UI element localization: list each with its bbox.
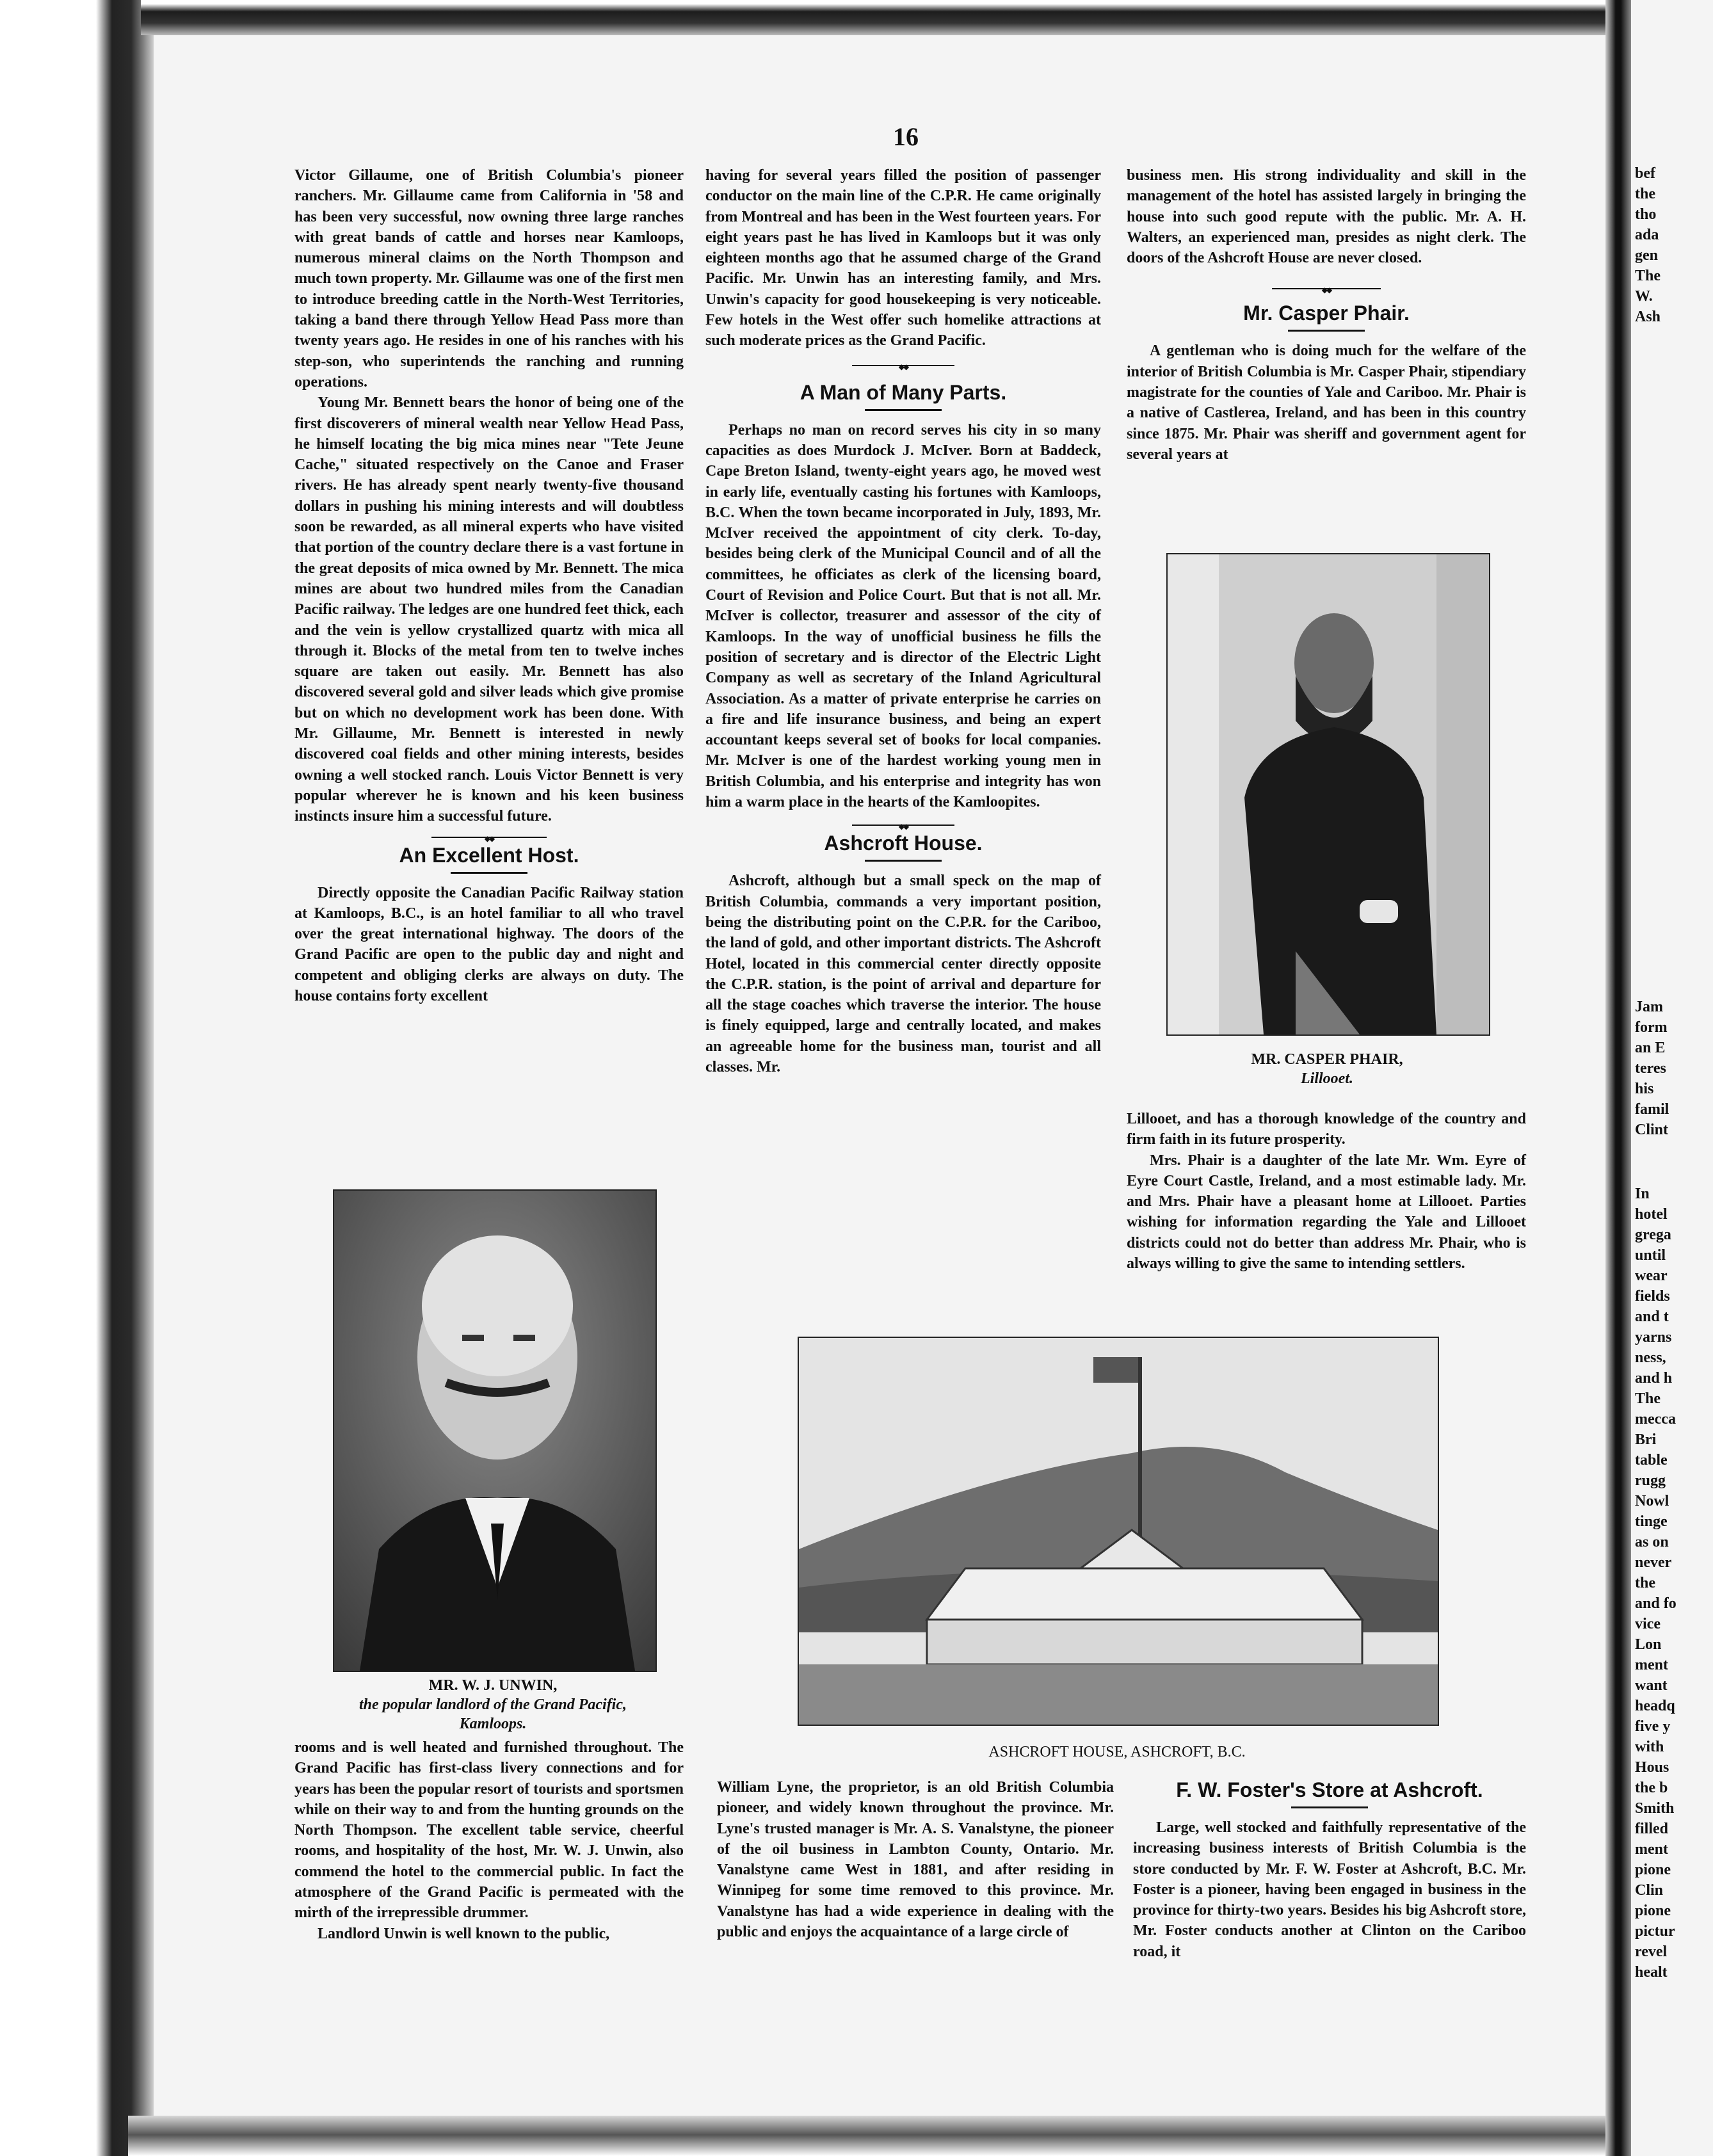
next-page-edge — [1631, 0, 1713, 2156]
next-page-fragment: ment — [1635, 1841, 1668, 1858]
next-page-fragment: wear — [1635, 1267, 1668, 1284]
section-divider — [852, 364, 954, 367]
col2-paragraph-3: Ashcroft, although but a small speck on the map of British Columbia, commands a very important position, being the distributing point on the C.P.R. for the Cariboo, the land of gold, and other important districts. The Ashcroft Hotel, located in this commercial center directly opposite the C.P.R. station, is the point of arrival and departure for all the stage coaches which traverse the interior. The house is finely equipped, large and centrally located, and makes an agreeable home for the business man, tourist and all classes. Mr. — [705, 873, 1101, 1075]
column-2-bottom — [717, 1777, 1114, 1942]
next-page-fragment: an E — [1635, 1040, 1666, 1056]
next-page-fragment: the b — [1635, 1780, 1668, 1796]
next-page-fragment: ness, — [1635, 1349, 1666, 1366]
next-page-fragment: teres — [1635, 1060, 1666, 1077]
next-page-fragment: revel — [1635, 1943, 1668, 1960]
col1-paragraph-5: Landlord Unwin is well known to the public, — [318, 1925, 610, 1942]
column-1-top — [294, 165, 684, 1006]
next-page-fragment: Clin — [1635, 1882, 1664, 1899]
column-3-top — [1127, 165, 1526, 465]
heading-underline — [1291, 1806, 1368, 1808]
next-page-fragment: The — [1635, 1390, 1661, 1407]
column-3-middle — [1127, 1109, 1526, 1274]
heading-foster-store: F. W. Foster's Store at Ashcroft. — [1176, 1778, 1483, 1801]
next-page-fragment: Bri — [1635, 1431, 1657, 1448]
next-page-fragment: hotel — [1635, 1206, 1668, 1223]
next-page-fragment: his — [1635, 1081, 1654, 1097]
scan-border-left — [0, 0, 154, 2156]
photo-w-j-unwin — [333, 1189, 657, 1672]
page-gutter — [1605, 0, 1631, 2156]
portrait-phair-illustration — [1168, 554, 1489, 1034]
col2-paragraph-2: Perhaps no man on record serves his city in so many capacities as does Murdock J. McIver. Born at Baddeck, Cape Breton Island, twenty-eight years ago, he moved west in early life, eventually casting his fortunes with Kamloops, B.C. When the town became incorporated in July, 1893, Mr. McIver received the appointment of city clerk. To-day, besides being clerk of the Municipal Council and of all the committees, he officiates as clerk of the licensing board, Court of Revision and Police Court. But that is not all. Mr. McIver is collector, treasurer and assessor of the city of Kamloops. In the way of unofficial business he fills the position of secretary and is director of the Electric Light Company as well as secretary of the Inland Agricultural Association. As a matter of private enterprise he carries on a fire and life insurance business, and being an expert accountant keeps several set of books for local companies. Mr. McIver is one of the hardest working young men in British Columbia, and his enterprise and integrity has won him a warm place in the hearts of the Kamloopites. — [705, 421, 1101, 811]
caption-ashcroft-house: ASHCROFT HOUSE, ASHCROFT, B.C. — [988, 1744, 1246, 1760]
next-page-fragment: pione — [1635, 1862, 1671, 1878]
next-page-fragment: never — [1635, 1554, 1672, 1571]
next-page-fragment: Smith — [1635, 1800, 1675, 1817]
section-divider — [1272, 287, 1381, 290]
section-divider — [431, 836, 547, 839]
column-1-bottom — [294, 1737, 684, 1944]
next-page-fragment: ada — [1635, 227, 1659, 243]
scan-border-top — [141, 0, 1664, 35]
next-page-fragment: Lon — [1635, 1636, 1662, 1653]
next-page-fragment: the — [1635, 186, 1655, 202]
col3-paragraph-3: Lillooet, and has a thorough knowledge of the country and firm faith in its future prosperity. — [1127, 1111, 1526, 1148]
col3-paragraph-4: Mrs. Phair is a daughter of the late Mr. Wm. Eyre of Eyre Court Castle, Ireland, and a most estimable lady. Mr. and Mrs. Phair have a pleasant home at Lillooet. Parties wishing for information regarding the Yale and Lillooet districts could not do better than address Mr. Phair, who is always willing to give the same to intending settlers. — [1127, 1152, 1526, 1273]
scan-border-bottom — [128, 2116, 1664, 2156]
next-page-fragment: gen — [1635, 247, 1658, 264]
portrait-unwin-illustration — [334, 1191, 655, 1671]
caption-phair — [1166, 1050, 1488, 1088]
next-page-fragment: In — [1635, 1186, 1650, 1202]
next-page-fragment: table — [1635, 1452, 1668, 1468]
next-page-fragment: fields — [1635, 1288, 1670, 1305]
next-page-fragment: Hous — [1635, 1759, 1669, 1776]
next-page-fragment: tho — [1635, 206, 1657, 223]
next-page-fragment: until — [1635, 1247, 1666, 1264]
caption-phair-name: MR. CASPER PHAIR, — [1251, 1051, 1403, 1068]
next-page-fragment: headq — [1635, 1698, 1675, 1714]
caption-unwin — [294, 1676, 691, 1734]
column-2 — [705, 165, 1101, 1077]
next-page-fragment: as on — [1635, 1534, 1669, 1550]
col1-paragraph-4: rooms and is well heated and furnished throughout. The Grand Pacific has first-class livery connections and for years has been the popular resort of tourists and sportsmen while on their way to and from the hunting grounds on the North Thompson. The excellent table service, cheerful rooms, and hospitality of the host, Mr. W. J. Unwin, also commend the hotel to the commercial public. In fact the atmosphere of the Grand Pacific is permeated with the mirth of the irrepressible drummer. — [294, 1739, 684, 1922]
next-page-fragment: pione — [1635, 1903, 1671, 1919]
next-page-fragment: with — [1635, 1739, 1664, 1755]
section-divider — [852, 824, 954, 826]
lyne-paragraph: William Lyne, the proprietor, is an old British Columbia pioneer, and widely known throughout the province. Mr. Lyne's trusted manager is Mr. A. S. Vanalstyne, the pioneer of the oil business in Lambton County, Ontario. Mr. Vanalstyne came West in 1881, and after residing in Winnipeg for some time removed to this province. Mr. Vanalstyne has had a wide experience in dealing with the public and enjoys the acquaintance of a large circle of — [717, 1779, 1114, 1941]
next-page-fragment: rugg — [1635, 1472, 1666, 1489]
next-page-fragment: filled — [1635, 1821, 1668, 1837]
next-page-fragment: and fo — [1635, 1595, 1677, 1612]
foster-paragraph: Large, well stocked and faithfully representative of the increasing business interests of British Columbia is the store conducted by Mr. F. W. Foster at Ashcroft, B.C. Mr. Foster is a pioneer, having been engaged in business in the province for thirty-two years. Besides his big Ashcroft store, Mr. Foster conducts another at Clinton on the Cariboo road, it — [1133, 1819, 1526, 1960]
col3-paragraph-1: business men. His strong individuality and skill in the management of the hotel has assisted largely in bringing the house into such good repute with the public. Mr. A. H. Walters, an experienced man, presides as night clerk. The doors of the Ashcroft House are never closed. — [1127, 167, 1526, 267]
next-page-fragment: form — [1635, 1019, 1668, 1036]
next-page-fragment: W. — [1635, 288, 1653, 305]
col1-paragraph-3: Directly opposite the Canadian Pacific Railway station at Kamloops, B.C., is an hotel familiar to all who travel over the great international highway. The doors of the Grand Pacific are open to the public day and night and competent and obliging clerks are always on duty. The house contains forty excellent — [294, 884, 684, 1004]
heading-excellent-host: An Excellent Host. — [399, 843, 579, 867]
ashcroft-house-illustration — [799, 1338, 1438, 1725]
col2-paragraph-1: having for several years filled the position of passenger conductor on the main line of the C.P.R. He came originally from Montreal and has been in the West fourteen years. For eight years past he has lived in Kamloops but it was only eighteen months ago that he assumed charge of the Grand Pacific. Mr. Unwin has an interesting family, and Mrs. Unwin's capacity for good housekeeping is very noticeable. Few hotels in the West offer such homelike attractions at such moderate prices as the Grand Pacific. — [705, 167, 1101, 350]
heading-underline — [451, 872, 527, 874]
next-page-fragment: The — [1635, 268, 1661, 284]
next-page-fragment: Jam — [1635, 999, 1663, 1015]
next-page-fragment: Clint — [1635, 1122, 1669, 1138]
next-page-fragment: the — [1635, 1575, 1655, 1591]
column-3-bottom — [1133, 1777, 1526, 1962]
next-page-fragment: five y — [1635, 1718, 1671, 1735]
heading-ashcroft-house: Ashcroft House. — [824, 832, 983, 855]
caption-phair-location: Lillooet. — [1301, 1070, 1353, 1087]
next-page-fragment: pictur — [1635, 1923, 1675, 1940]
caption-unwin-line2: the popular landlord of the Grand Pacific, — [358, 1696, 627, 1713]
next-page-fragment: healt — [1635, 1964, 1668, 1981]
col1-paragraph-2: Young Mr. Bennett bears the honor of being one of the first discoverers of mineral wealth near Yellow Head Pass, he himself locating the big mica mines near "Tete Jeune Cache," situated respectively on the Canoe and Fraser rivers. He has already spent nearly twenty-five thousand dollars in pushing his mining interests and will doubtless soon be rewarded, as all mineral experts who have visited that portion of the country declare there is a vast fortune in the great deposits of mica owned by Mr. Bennett. The mica mines are about two hundred miles from the Canadian Pacific railway. The ledges are one hundred feet thick, each and the vein is yellow crystallized quartz with mica all through it. Blocks of the metal from ten to twelve inches square are taken out easily. Mr. Bennett has also discovered several gold and silver leads which give promise but on which no development work has been done. With Mr. Gillaume, Mr. Bennett is interested in newly discovered coal fields and other mining interests, besides owning a well stocked ranch. Louis Victor Bennett is very popular wherever he is known and his keen business instincts insure him a successful future. — [294, 394, 684, 825]
heading-man-of-many-parts: A Man of Many Parts. — [800, 380, 1007, 404]
next-page-fragment: mecca — [1635, 1411, 1676, 1428]
photo-ashcroft-house — [798, 1337, 1439, 1726]
next-page-fragment: and h — [1635, 1370, 1673, 1387]
caption-unwin-line3: Kamloops. — [459, 1716, 527, 1732]
next-page-fragment: famil — [1635, 1101, 1669, 1118]
next-page-fragment: ment — [1635, 1657, 1668, 1673]
heading-underline — [1288, 330, 1365, 332]
next-page-fragment: Nowl — [1635, 1493, 1669, 1509]
heading-underline — [865, 409, 942, 411]
heading-casper-phair: Mr. Casper Phair. — [1243, 302, 1410, 325]
next-page-fragment: grega — [1635, 1227, 1671, 1243]
next-page-fragment: Ash — [1635, 309, 1661, 325]
next-page-fragment: yarns — [1635, 1329, 1672, 1346]
heading-underline — [865, 860, 942, 862]
photo-casper-phair — [1166, 553, 1490, 1036]
col3-paragraph-2: A gentleman who is doing much for the welfare of the interior of British Columbia is Mr. Casper Phair, stipendiary magistrate for the counties of Yale and Cariboo. Mr. Phair is a native of Castlerea, Ireland, and has been in this country since 1875. Mr. Phair was sheriff and government agent for several years at — [1127, 342, 1526, 463]
caption-unwin-name: MR. W. J. UNWIN, — [428, 1677, 558, 1694]
next-page-fragment: want — [1635, 1677, 1668, 1694]
next-page-fragment: tinge — [1635, 1513, 1668, 1530]
col1-paragraph-1: Victor Gillaume, one of British Columbia's pioneer ranchers. Mr. Gillaume came from California in '58 and has been very successful, now owning three large ranches with great bands of cattle and horses near Kamloops, numerous mineral claims on the North Thompson and much town property. Mr. Gillaume was one of the first men to introduce breeding cattle in the North-West Territories, taking a band there through Yellow Head Pass more than twenty years ago. He resides in one of his ranches with his step-son, who superintends the ranching and running operations. — [294, 167, 684, 390]
next-page-fragment: vice — [1635, 1616, 1661, 1632]
next-page-fragment: bef — [1635, 165, 1655, 182]
page-number: 16 — [893, 122, 919, 151]
next-page-fragment: and t — [1635, 1308, 1669, 1325]
